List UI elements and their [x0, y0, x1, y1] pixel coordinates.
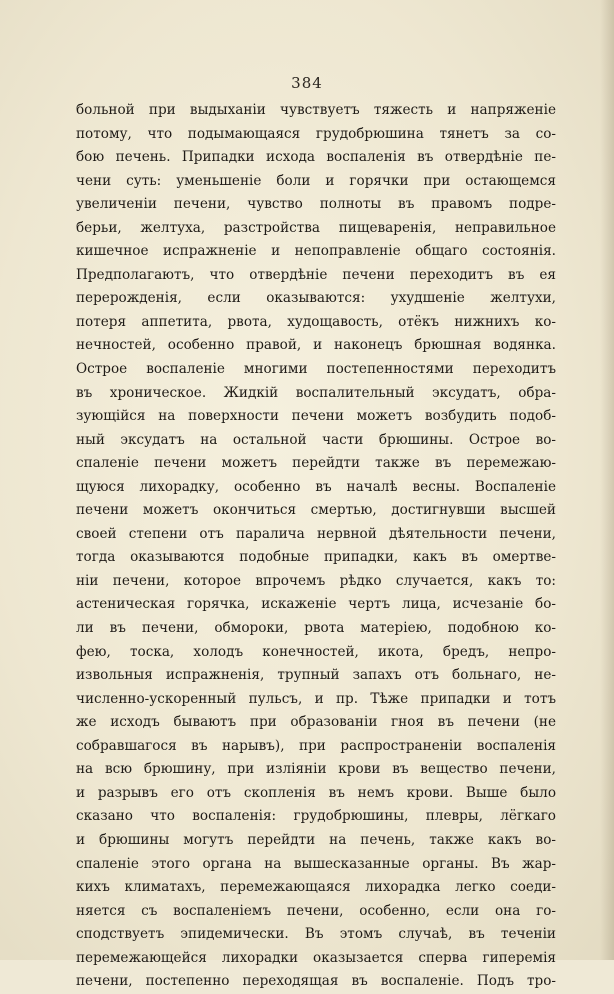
text-line: сказано что воспаленія: грудобрюшины, плевры, лёгкаго	[76, 808, 556, 825]
text-line: собравшагося въ нарывъ), при распространеніи воспаленія	[76, 737, 556, 754]
text-line: ный эксудатъ на остальной части брюшины. Острое во-	[76, 431, 556, 448]
text-line: фею, тоска, холодъ конечностей, икота, бредъ, непро-	[76, 643, 556, 660]
text-line: тогда оказываются подобные припадки, какъ въ омертве-	[76, 549, 556, 566]
page-edge-shadow	[600, 0, 614, 960]
text-line: печени, постепенно переходящая въ воспаленіе. Подъ тро-	[76, 973, 556, 990]
text-line: перерожденія, если оказываются: ухудшеніе желтухи,	[76, 290, 556, 307]
text-line: астеническая горячка, искаженіе чертъ лица, исчезаніе бо-	[76, 596, 556, 613]
text-line: перемежающейся лихорадки оказызается сперва гиперемія	[76, 949, 556, 966]
text-line: и брюшины могутъ перейдти на печень, также какъ во-	[76, 831, 556, 848]
text-line: потеря аппетита, рвота, худощавость, отёкъ нижнихъ ко-	[76, 313, 556, 330]
text-line: ли въ печени, обмороки, рвота матеріею, подобною ко-	[76, 620, 556, 637]
text-line: печени можетъ окончиться смертью, достигнувши высшей	[76, 502, 556, 519]
text-line: щуюся лихорадку, особенно въ началѣ весны. Воспаленіе	[76, 478, 556, 495]
text-line: спаленіе печени можетъ перейдти также въ перемежаю-	[76, 455, 556, 472]
text-line: численно-ускоренный пульсъ, и пр. Тѣже припадки и тотъ	[76, 690, 556, 707]
text-line: берьи, желтуха, разстройства пищеваренія, неправильное	[76, 219, 556, 236]
text-line: извольныя испражненія, трупный запахъ отъ больнаго, не-	[76, 667, 556, 684]
text-line: чени суть: уменьшеніе боли и горячки при остающемся	[76, 172, 556, 189]
text-line: своей степени отъ паралича нервной дѣятельности печени,	[76, 525, 556, 542]
text-line: больной при выдыханіи чувствуетъ тяжесть и напряженіе	[76, 102, 556, 118]
text-line: спаленіе этого органа на вышесказанные органы. Въ жар-	[76, 855, 556, 872]
text-line: бою печень. Припадки исхода воспаленія въ отвердѣніе пе-	[76, 149, 556, 166]
page-number: 384	[291, 74, 323, 92]
text-line: и разрывъ его отъ скопленія въ немъ крови. Выше было	[76, 784, 556, 801]
text-line: нечностей, особенно правой, и наконецъ брюшная водянка.	[76, 337, 556, 354]
text-line: же исходъ бываютъ при образованіи гноя въ печени (не	[76, 714, 556, 731]
text-line: Предполагаютъ, что отвердѣніе печени переходитъ въ ея	[76, 266, 556, 283]
text-line: въ хроническое. Жидкій воспалительный эксудатъ, обра-	[76, 384, 556, 401]
text-line: зующійся на поверхности печени можетъ возбудить подоб-	[76, 408, 556, 425]
body-text	[76, 99, 556, 994]
text-line: кишечное испражненіе и непоправленіе общаго состоянія.	[76, 243, 556, 260]
text-line: потому, что подымающаяся грудобрюшина тянетъ за со-	[76, 125, 556, 142]
text-line: ніи печени, которое впрочемъ рѣдко случается, какъ то:	[76, 572, 556, 589]
text-line: Острое воспаленіе многими постепенностями переходитъ	[76, 361, 556, 378]
text-line: кихъ климатахъ, перемежающаяся лихорадка легко соеди-	[76, 879, 556, 896]
text-line: на всю брюшину, при изліяніи крови въ вещество печени,	[76, 761, 556, 778]
text-line: няется съ воспаленіемъ печени, особенно, если она го-	[76, 902, 556, 919]
text-line: сподствуетъ эпидемически. Въ этомъ случаѣ, въ теченіи	[76, 926, 556, 943]
text-line: увеличеніи печени, чувство полноты въ правомъ подре-	[76, 196, 556, 213]
